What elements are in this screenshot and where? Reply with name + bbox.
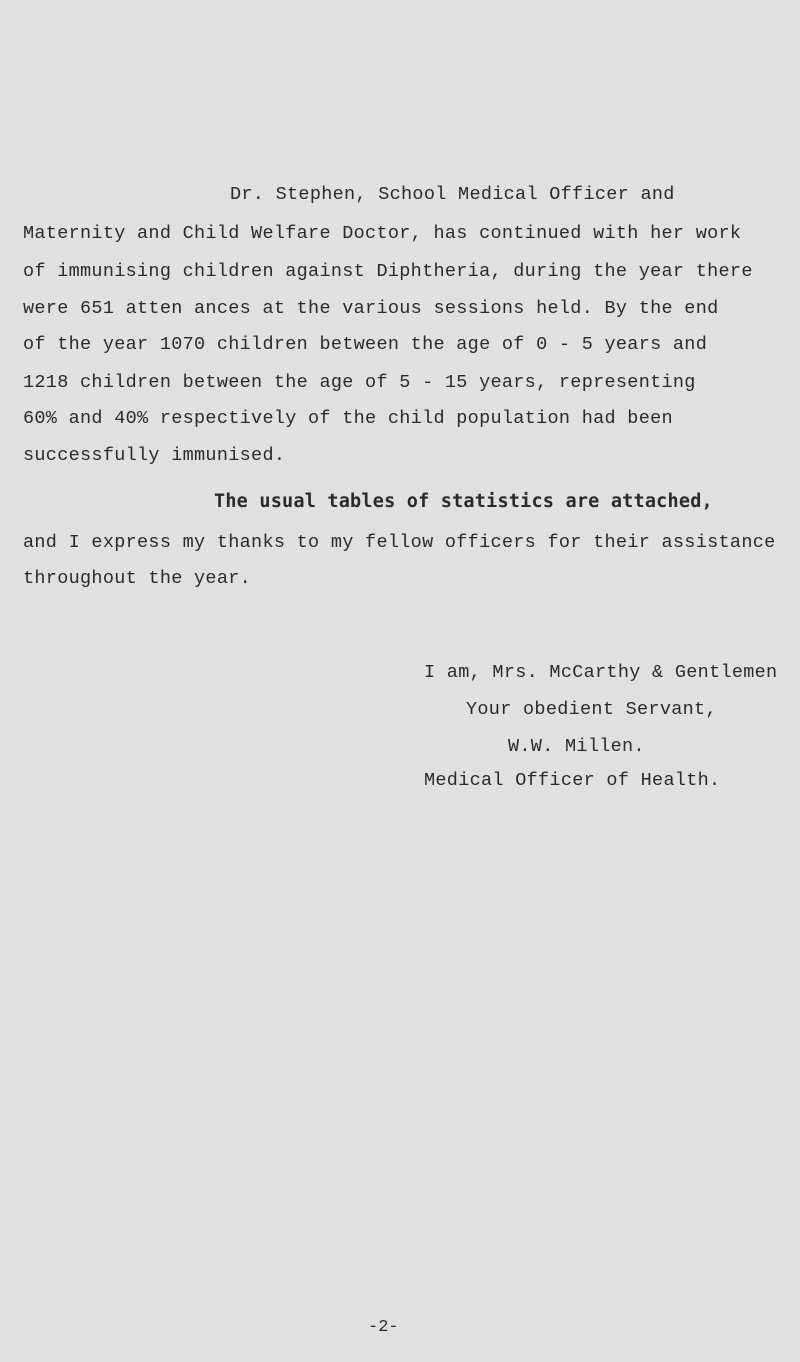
- text-line: Maternity and Child Welfare Doctor, has continued with her work: [23, 223, 742, 244]
- signatory-title: Medical Officer of Health.: [424, 770, 721, 791]
- text-line: were 651 atten ances at the various sessions held. By the end: [23, 298, 719, 319]
- text-line: of the year 1070 children between the age of 0 - 5 years and: [23, 334, 708, 355]
- salutation-line: I am, Mrs. McCarthy & Gentlemen: [424, 662, 778, 683]
- text-line: The usual tables of statistics are attached,: [214, 491, 713, 512]
- page-number: -2-: [368, 1318, 399, 1337]
- text-line: 60% and 40% respectively of the child population had been: [23, 408, 673, 429]
- valediction-line: Your obedient Servant,: [466, 699, 717, 720]
- signatory-name: W.W. Millen.: [508, 736, 645, 757]
- text-line: and I express my thanks to my fellow officers for their assistance: [23, 532, 776, 553]
- text-line: 1218 children between the age of 5 - 15 years, representing: [23, 372, 696, 393]
- text-line: successfully immunised.: [23, 445, 286, 466]
- text-line: throughout the year.: [23, 568, 252, 589]
- text-line: Dr. Stephen, School Medical Officer and: [230, 184, 675, 205]
- text-line: of immunising children against Diphtheria, during the year there: [23, 261, 753, 282]
